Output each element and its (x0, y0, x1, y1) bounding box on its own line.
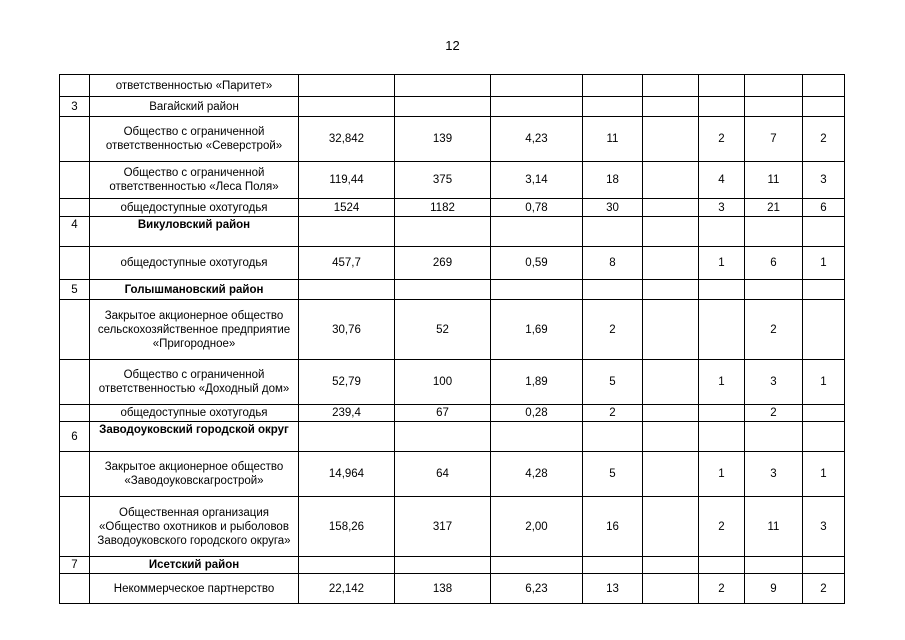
table-row (60, 360, 845, 405)
cell-col6 (643, 117, 699, 162)
cell-col9: 3 (803, 497, 845, 557)
cell-row-number (60, 574, 90, 604)
table-row (60, 199, 845, 217)
cell-col7 (699, 405, 745, 422)
cell-col7: 1 (699, 247, 745, 280)
cell-name: Исетский район (90, 557, 299, 574)
cell-row-number (60, 75, 90, 97)
table-row (60, 405, 845, 422)
cell-row-number (60, 360, 90, 405)
cell-col4: 4,28 (491, 452, 583, 497)
cell-col8 (745, 280, 803, 300)
cell-col4: 6,23 (491, 574, 583, 604)
table-row (60, 97, 845, 117)
cell-col5 (583, 75, 643, 97)
cell-name: Общественная организация «Общество охотников и рыболовов Заводоуковского городского округа» (90, 497, 299, 557)
cell-row-number (60, 497, 90, 557)
cell-col5: 5 (583, 360, 643, 405)
cell-col9: 6 (803, 199, 845, 217)
cell-col6 (643, 199, 699, 217)
cell-col3 (395, 97, 491, 117)
cell-row-number: 7 (60, 557, 90, 574)
cell-col8 (745, 97, 803, 117)
cell-col7 (699, 422, 745, 452)
cell-col6 (643, 360, 699, 405)
cell-col9: 2 (803, 574, 845, 604)
page-number: 12 (445, 38, 460, 53)
cell-col7: 1 (699, 452, 745, 497)
cell-row-number (60, 452, 90, 497)
cell-col9: 1 (803, 452, 845, 497)
cell-col9 (803, 300, 845, 360)
cell-name: Викуловский район (90, 217, 299, 247)
cell-col9 (803, 422, 845, 452)
cell-area: 119,44 (299, 162, 395, 199)
cell-col3 (395, 280, 491, 300)
cell-col6 (643, 557, 699, 574)
cell-area: 32,842 (299, 117, 395, 162)
cell-col8: 7 (745, 117, 803, 162)
cell-col9 (803, 75, 845, 97)
cell-row-number (60, 162, 90, 199)
cell-col3: 67 (395, 405, 491, 422)
cell-col8: 11 (745, 162, 803, 199)
table-row (60, 162, 845, 199)
table-row (60, 75, 845, 97)
region-row (60, 557, 845, 574)
cell-col5: 11 (583, 117, 643, 162)
cell-col7: 2 (699, 117, 745, 162)
cell-col5 (583, 557, 643, 574)
cell-col9 (803, 217, 845, 247)
cell-col9 (803, 97, 845, 117)
cell-name: общедоступные охотугодья (90, 199, 299, 217)
cell-name: Общество с ограниченной ответственностью «Доходный дом» (90, 360, 299, 405)
cell-col5 (583, 422, 643, 452)
cell-row-number (60, 405, 90, 422)
cell-row-number: 6 (60, 422, 90, 452)
cell-col6 (643, 217, 699, 247)
cell-col5: 13 (583, 574, 643, 604)
cell-col7: 1 (699, 360, 745, 405)
cell-col4: 0,78 (491, 199, 583, 217)
cell-col3: 375 (395, 162, 491, 199)
cell-col3: 139 (395, 117, 491, 162)
cell-col3 (395, 557, 491, 574)
cell-col8: 2 (745, 300, 803, 360)
cell-col8 (745, 557, 803, 574)
cell-col3: 138 (395, 574, 491, 604)
cell-col4: 1,89 (491, 360, 583, 405)
cell-col7 (699, 97, 745, 117)
cell-row-number: 3 (60, 97, 90, 117)
cell-col5: 5 (583, 452, 643, 497)
cell-area (299, 557, 395, 574)
cell-col7: 2 (699, 497, 745, 557)
cell-col8: 2 (745, 405, 803, 422)
cell-col9 (803, 280, 845, 300)
cell-area: 1524 (299, 199, 395, 217)
cell-name: общедоступные охотугодья (90, 247, 299, 280)
cell-col7: 3 (699, 199, 745, 217)
cell-col6 (643, 97, 699, 117)
cell-name: Некоммерческое партнерство (90, 574, 299, 604)
cell-col3: 100 (395, 360, 491, 405)
cell-col9: 1 (803, 360, 845, 405)
table-row (60, 574, 845, 604)
cell-col4 (491, 557, 583, 574)
region-row (60, 280, 845, 300)
cell-col3: 269 (395, 247, 491, 280)
cell-col8: 6 (745, 247, 803, 280)
cell-area (299, 75, 395, 97)
cell-area: 158,26 (299, 497, 395, 557)
cell-row-number (60, 117, 90, 162)
cell-name: общедоступные охотугодья (90, 405, 299, 422)
cell-area: 457,7 (299, 247, 395, 280)
table-row (60, 497, 845, 557)
cell-col8: 3 (745, 360, 803, 405)
cell-row-number: 4 (60, 217, 90, 247)
cell-col9 (803, 557, 845, 574)
cell-col6 (643, 280, 699, 300)
region-row (60, 422, 845, 452)
table-row (60, 452, 845, 497)
cell-col3 (395, 217, 491, 247)
cell-col4: 0,28 (491, 405, 583, 422)
cell-area: 14,964 (299, 452, 395, 497)
cell-col5: 2 (583, 300, 643, 360)
cell-area (299, 217, 395, 247)
cell-name: Вагайский район (90, 97, 299, 117)
cell-col4 (491, 422, 583, 452)
cell-col7 (699, 557, 745, 574)
cell-col8: 11 (745, 497, 803, 557)
cell-area (299, 97, 395, 117)
cell-col5 (583, 280, 643, 300)
cell-col6 (643, 497, 699, 557)
cell-col7: 2 (699, 574, 745, 604)
cell-col3: 64 (395, 452, 491, 497)
cell-area (299, 280, 395, 300)
cell-area: 30,76 (299, 300, 395, 360)
cell-col3 (395, 75, 491, 97)
cell-col5: 18 (583, 162, 643, 199)
cell-row-number: 5 (60, 280, 90, 300)
cell-col9: 1 (803, 247, 845, 280)
cell-col9: 3 (803, 162, 845, 199)
cell-col8: 9 (745, 574, 803, 604)
cell-col4: 1,69 (491, 300, 583, 360)
cell-col8 (745, 217, 803, 247)
cell-col8: 21 (745, 199, 803, 217)
cell-col9: 2 (803, 117, 845, 162)
cell-col5 (583, 217, 643, 247)
cell-col5: 2 (583, 405, 643, 422)
cell-col4 (491, 217, 583, 247)
data-table (59, 74, 845, 604)
cell-col7 (699, 280, 745, 300)
cell-col6 (643, 405, 699, 422)
cell-name: Общество с ограниченной ответственностью «Леса Поля» (90, 162, 299, 199)
cell-col7 (699, 75, 745, 97)
cell-col3 (395, 422, 491, 452)
cell-col6 (643, 162, 699, 199)
cell-name: Закрытое акционерное общество сельскохозяйственное предприятие «Пригородное» (90, 300, 299, 360)
table-row (60, 300, 845, 360)
cell-col3: 317 (395, 497, 491, 557)
cell-col5 (583, 97, 643, 117)
cell-col4 (491, 97, 583, 117)
cell-col4 (491, 75, 583, 97)
cell-col5: 8 (583, 247, 643, 280)
cell-col6 (643, 300, 699, 360)
cell-name: Заводоуковский городской округ (90, 422, 299, 452)
cell-col8 (745, 75, 803, 97)
cell-col5: 16 (583, 497, 643, 557)
cell-row-number (60, 300, 90, 360)
cell-col6 (643, 422, 699, 452)
cell-col6 (643, 247, 699, 280)
cell-col3: 1182 (395, 199, 491, 217)
cell-col7: 4 (699, 162, 745, 199)
cell-name: ответственностью «Паритет» (90, 75, 299, 97)
cell-row-number (60, 247, 90, 280)
cell-name: Голышмановский район (90, 280, 299, 300)
cell-name: Общество с ограниченной ответственностью «Северстрой» (90, 117, 299, 162)
cell-col7 (699, 300, 745, 360)
cell-col4: 4,23 (491, 117, 583, 162)
cell-area: 239,4 (299, 405, 395, 422)
cell-area: 52,79 (299, 360, 395, 405)
cell-col7 (699, 217, 745, 247)
cell-col5: 30 (583, 199, 643, 217)
cell-name: Закрытое акционерное общество «Заводоуковскагрострой» (90, 452, 299, 497)
cell-col3: 52 (395, 300, 491, 360)
table-row (60, 117, 845, 162)
cell-area (299, 422, 395, 452)
cell-col6 (643, 452, 699, 497)
cell-col6 (643, 574, 699, 604)
cell-col4 (491, 280, 583, 300)
region-row (60, 217, 845, 247)
cell-row-number (60, 199, 90, 217)
cell-col4: 2,00 (491, 497, 583, 557)
cell-col8 (745, 422, 803, 452)
cell-col6 (643, 75, 699, 97)
cell-area: 22,142 (299, 574, 395, 604)
table-row (60, 247, 845, 280)
cell-col4: 3,14 (491, 162, 583, 199)
cell-col8: 3 (745, 452, 803, 497)
cell-col4: 0,59 (491, 247, 583, 280)
cell-col9 (803, 405, 845, 422)
